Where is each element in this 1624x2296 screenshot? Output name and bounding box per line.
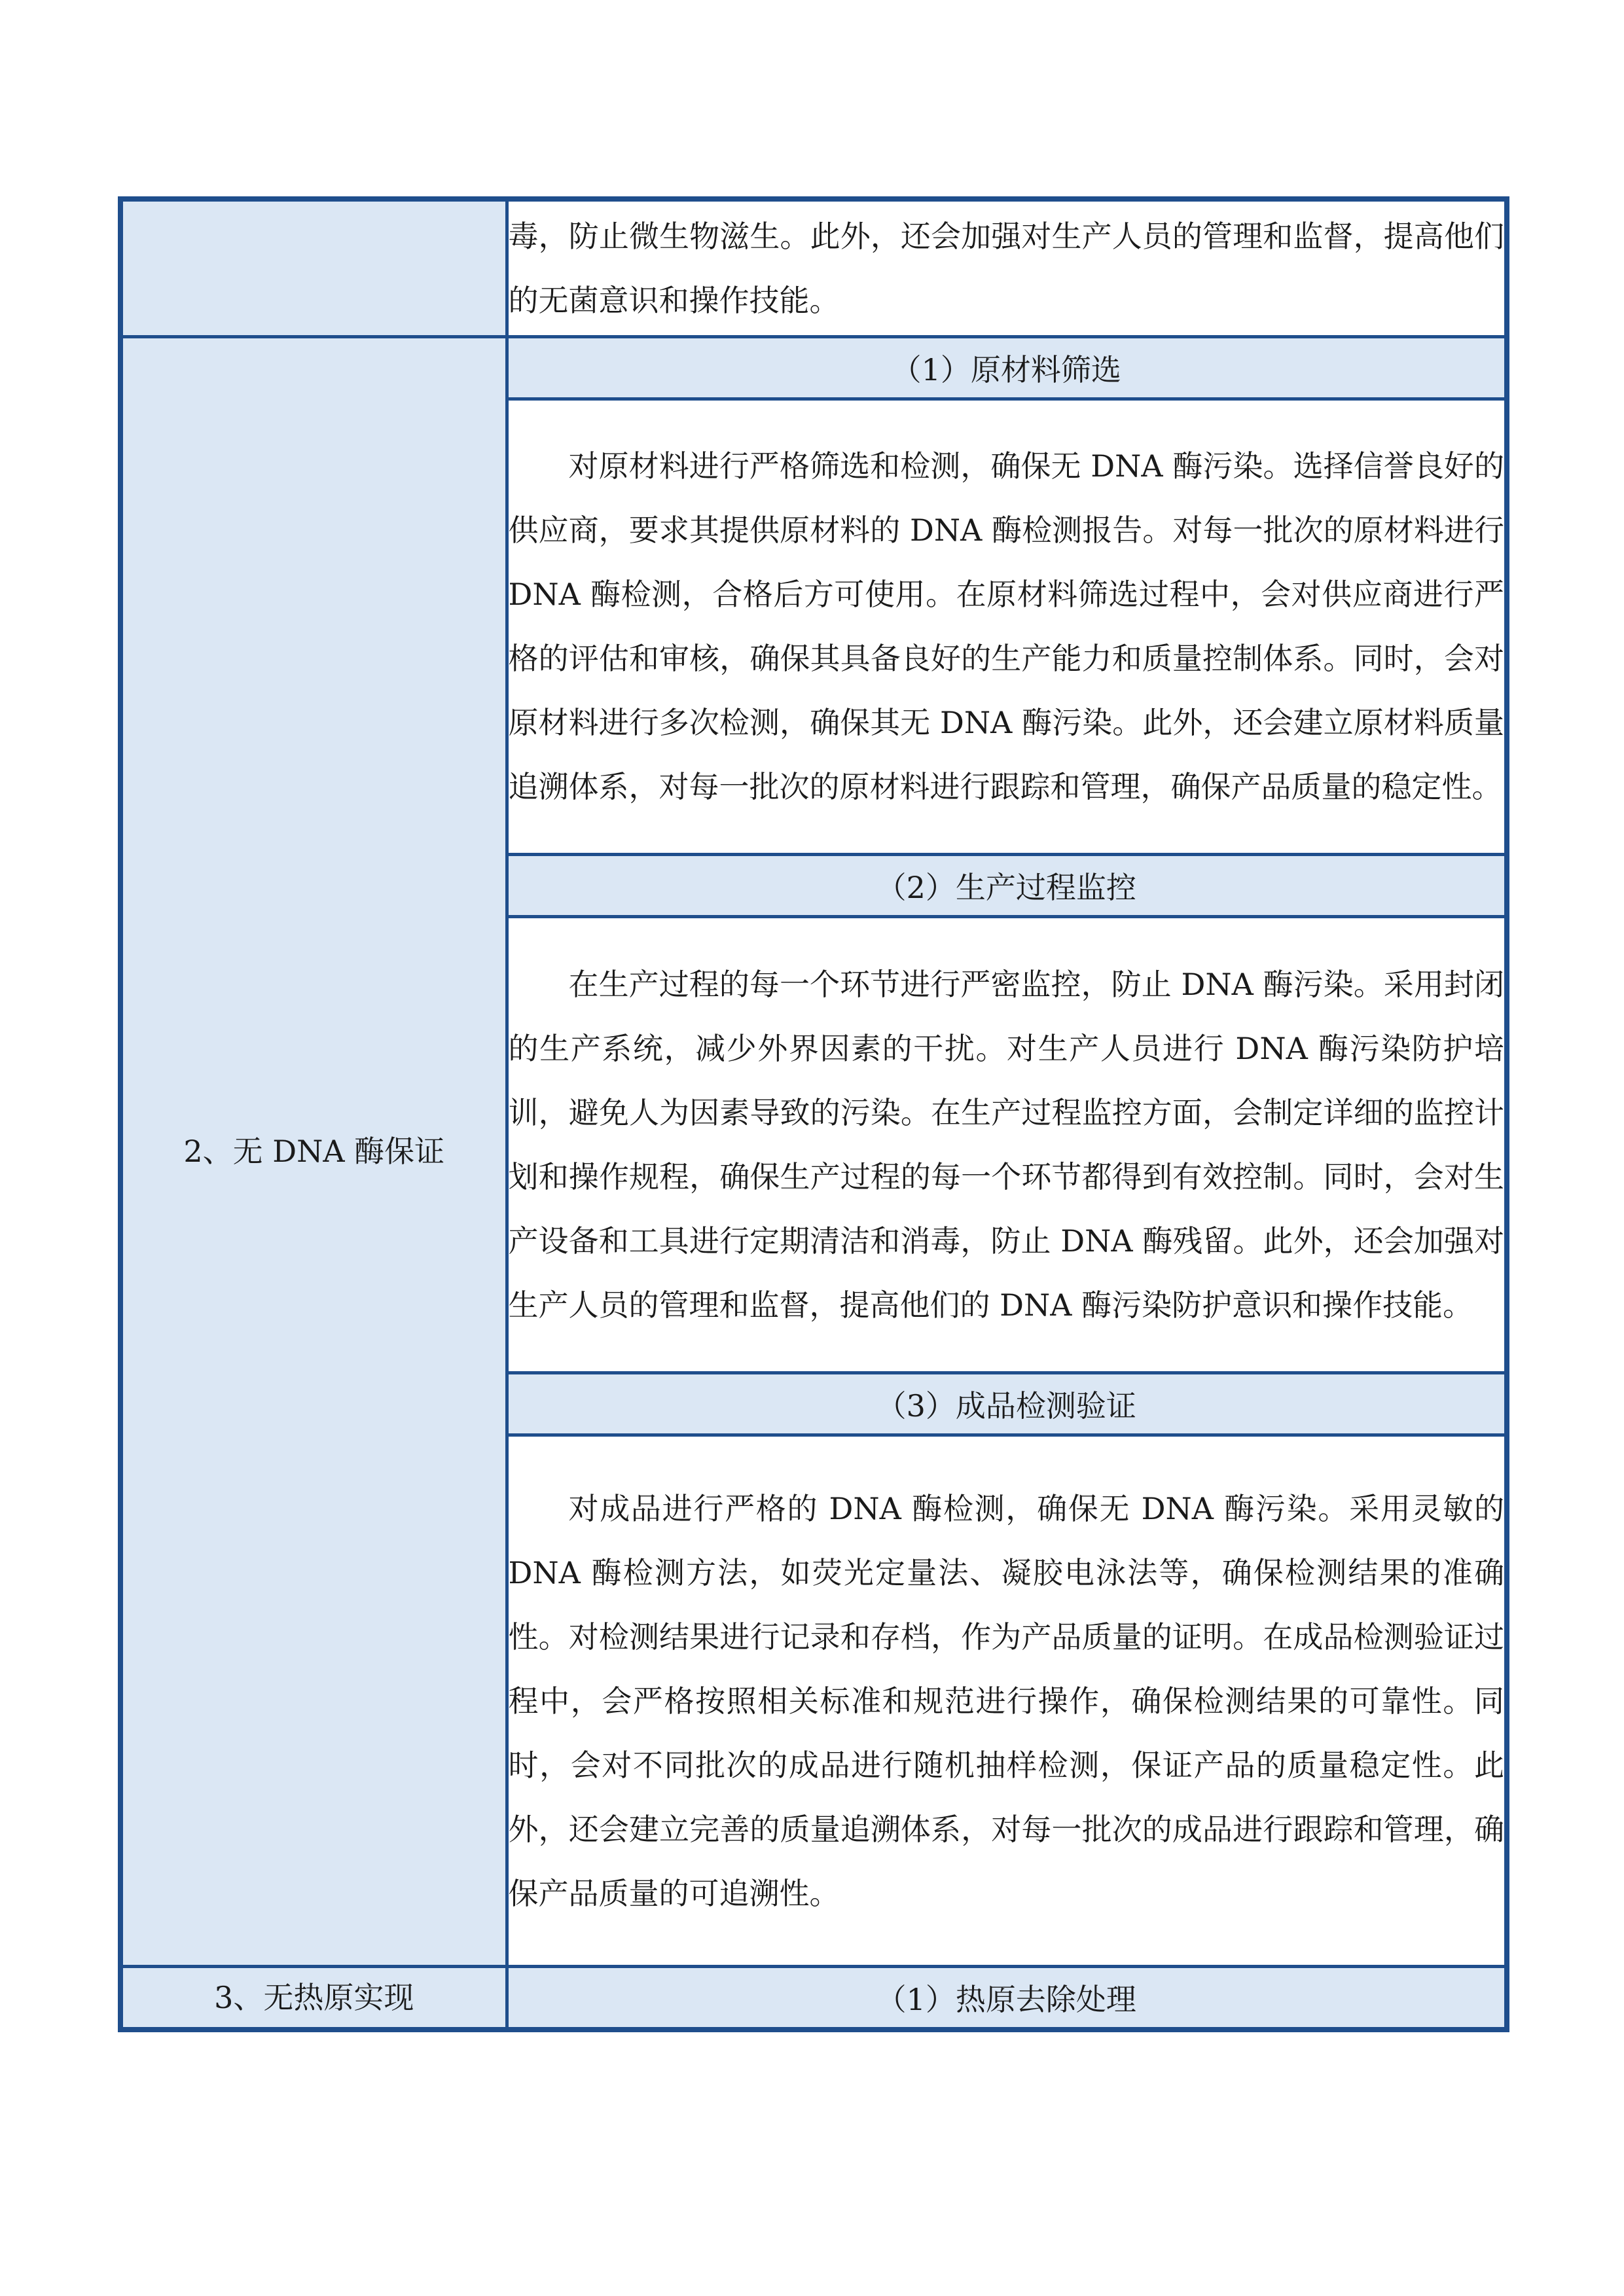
row-label-pyrogen-free: 3、无热原实现	[120, 1967, 507, 2030]
content-cell	[507, 399, 1507, 855]
table-row	[120, 199, 1507, 336]
paragraph-product-testing: 对成品进行严格的 DNA 酶检测，确保无 DNA 酶污染。采用灵敏的 DNA 酶检测方法，如荧光定量法、凝胶电泳法等，确保检测结果的准确性。对检测结果进行记录和存档，作为产品质量的证明。在成品检测验证过程中，会严格按照相关标准和规范进行操作，确保检测结果的可靠性。同时，会对不同批次的成品进行随机抽样检测，保证产品的质量稳定性。此外，还会建立完善的质量追溯体系，对每一批次的成品进行跟踪和管理，确保产品质量的可追溯性。	[508, 1490, 1504, 1911]
paragraph-raw-material: 对原材料进行严格筛选和检测，确保无 DNA 酶污染。选择信誉良好的供应商，要求其提供原材料的 DNA 酶检测报告。对每一批次的原材料进行 DNA 酶检测，合格后方可使用。在原材料筛选过程中，会对供应商进行严格的评估和审核，确保其具备良好的生产能力和质量控制体系。同时，会对原材料进行多次检测，确保其无 DNA 酶污染。此外，还会建立原材料质量追溯体系，对每一批次的原材料进行跟踪和管理，确保产品质量的稳定性。	[508, 448, 1504, 805]
continued-paragraph: 毒，防止微生物滋生。此外，还会加强对生产人员的管理和监督，提高他们的无菌意识和操作技能。	[508, 218, 1504, 318]
row-label-cell	[120, 199, 507, 336]
table-row	[120, 336, 1507, 399]
content-cell	[507, 917, 1507, 1373]
content-cell	[507, 199, 1507, 336]
subsection-heading: （2）生产过程监控	[507, 855, 1507, 917]
subsection-heading: （1）热原去除处理	[507, 1967, 1507, 2030]
table-row	[120, 1967, 1507, 2030]
content-table	[118, 196, 1509, 2032]
subsection-heading: （1）原材料筛选	[507, 336, 1507, 399]
row-label-no-dnase: 2、无 DNA 酶保证	[120, 336, 507, 1967]
paragraph-production-monitoring: 在生产过程的每一个环节进行严密监控，防止 DNA 酶污染。采用封闭的生产系统，减少外界因素的干扰。对生产人员进行 DNA 酶污染防护培训，避免人为因素导致的污染。在生产过程监控方面，会制定详细的监控计划和操作规程，确保生产过程的每一个环节都得到有效控制。同时，会对生产设备和工具进行定期清洁和消毒，防止 DNA 酶残留。此外，还会加强对生产人员的管理和监督，提高他们的 DNA 酶污染防护意识和操作技能。	[508, 967, 1504, 1323]
subsection-heading: （3）成品检测验证	[507, 1373, 1507, 1435]
content-cell	[507, 1435, 1507, 1967]
